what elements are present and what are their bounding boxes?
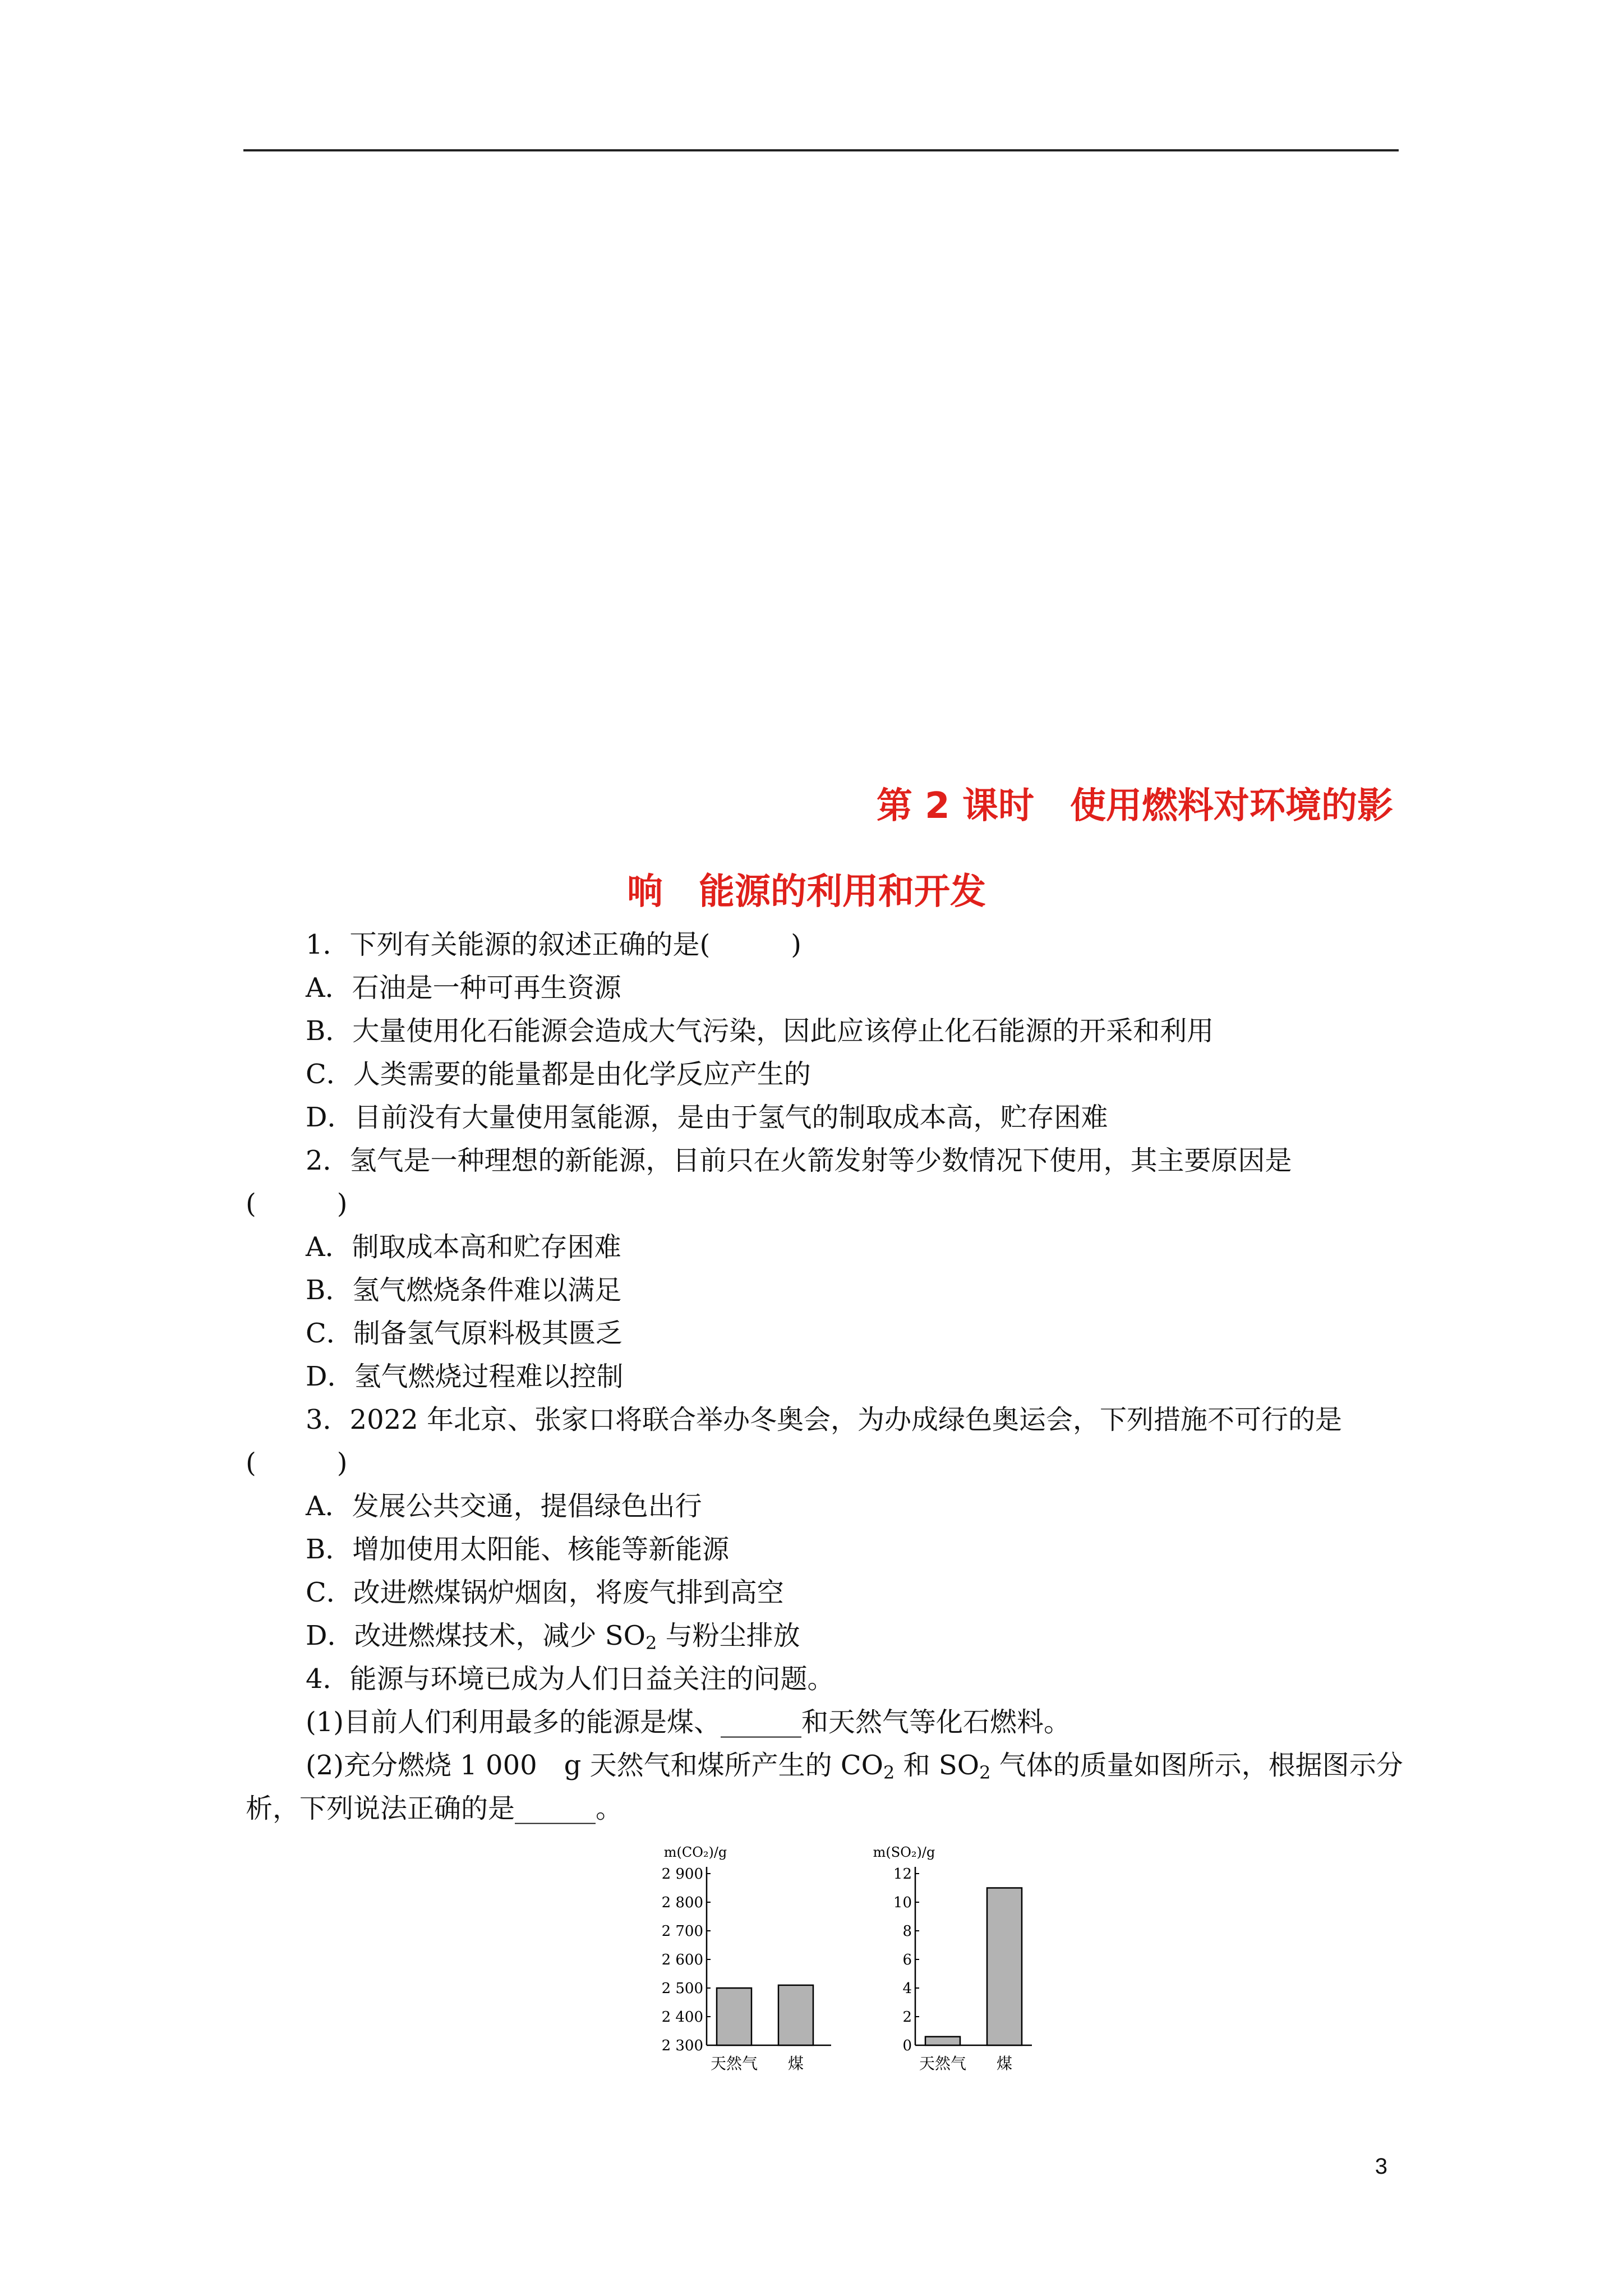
chart-1-tick-label: 8 xyxy=(902,1923,912,1940)
chart-0-bar xyxy=(717,1988,751,2045)
lesson-title-line1: 第 2 课时 使用燃料对环境的影 xyxy=(876,785,1393,827)
question-2-option-c: C．制备氢气原料极其匮乏 xyxy=(306,1318,623,1349)
chart-1-y-label: m(SO₂)/g xyxy=(873,1846,935,1860)
page-number: 3 xyxy=(1375,2154,1387,2179)
chart-1-bar xyxy=(987,1888,1022,2046)
question-3-stem-cont: ( ) xyxy=(246,1447,348,1479)
chart-0-y-label: m(CO₂)/g xyxy=(663,1846,727,1860)
chart-1-tick-label: 12 xyxy=(893,1866,912,1883)
question-3-option-a: A．发展公共交通，提倡绿色出行 xyxy=(306,1490,702,1522)
chart-1-bar xyxy=(925,2037,960,2045)
question-2-stem-cont: ( ) xyxy=(246,1188,348,1220)
question-1-option-a: A．石油是一种可再生资源 xyxy=(306,972,621,1004)
chart-0-tick-label: 2 600 xyxy=(661,1952,703,1968)
question-3-option-d: D．改进燃煤技术，减少 $SO_2$ 与粉尘排放 xyxy=(306,1620,800,1654)
chart-1-category-label: 天然气 xyxy=(919,2054,967,2073)
chart-0-category-label: 天然气 xyxy=(710,2054,758,2073)
chart-0-tick-label: 2 700 xyxy=(661,1923,703,1940)
chart-1-tick-label: 4 xyxy=(902,1980,912,1997)
question-1-option-c: C．人类需要的能量都是由化学反应产生的 xyxy=(306,1059,811,1090)
chart-0-tick-label: 2 400 xyxy=(661,2009,703,2026)
question-1-option-b: B．大量使用化石能源会造成大气污染，因此应该停止化石能源的开采和利用 xyxy=(306,1015,1214,1047)
question-3-option-b: B．增加使用太阳能、核能等新能源 xyxy=(306,1534,730,1565)
question-4-stem: 4．能源与环境已成为人们日益关注的问题。 xyxy=(306,1663,834,1695)
question-2-stem: 2．氢气是一种理想的新能源，目前只在火箭发射等少数情况下使用，其主要原因是 xyxy=(306,1145,1292,1176)
question-3-option-c: C．改进燃煤锅炉烟囱，将废气排到高空 xyxy=(306,1577,784,1608)
question-2-option-d: D．氢气燃烧过程难以控制 xyxy=(306,1361,624,1392)
chart-0-tick-label: 2 500 xyxy=(661,1980,703,1997)
chart-0-category-label: 煤 xyxy=(787,2054,804,2073)
question-1-option-d: D．目前没有大量使用氢能源，是由于氢气的制取成本高，贮存困难 xyxy=(306,1102,1108,1133)
chart-0-tick-label: 2 900 xyxy=(661,1866,703,1883)
chart-0-tick-label: 2 800 xyxy=(661,1894,703,1911)
chart-1-tick-label: 10 xyxy=(893,1894,912,1911)
chart-1-tick-label: 0 xyxy=(902,2037,912,2054)
chart-1-tick-label: 2 xyxy=(902,2009,912,2026)
chart-0-tick-label: 2 300 xyxy=(661,2037,703,2054)
chart-0-bar xyxy=(778,1985,813,2045)
emission-bar-charts xyxy=(623,1846,1049,2081)
chart-1-category-label: 煤 xyxy=(996,2054,1013,2073)
question-2-option-b: B．氢气燃烧条件难以满足 xyxy=(306,1274,622,1306)
question-4-part-1: (1)目前人们利用最多的能源是煤、______和天然气等化石燃料。 xyxy=(306,1706,1071,1738)
lesson-title-line2: 响 能源的利用和开发 xyxy=(627,871,986,913)
question-2-option-a: A．制取成本高和贮存困难 xyxy=(306,1231,621,1263)
question-3-stem: 3．2022 年北京、张家口将联合举办冬奥会，为办成绿色奥运会，下列措施不可行的是 xyxy=(306,1404,1342,1435)
header-rule xyxy=(243,149,1399,151)
chart-1-tick-label: 6 xyxy=(902,1952,912,1968)
question-4-part-2: (2)充分燃烧 1 000 g 天然气和煤所产生的 $CO_2$ 和 $SO_2$ 气体的质量如图所示，根据图示分 xyxy=(306,1750,1403,1783)
question-1-stem: 1．下列有关能源的叙述正确的是( ) xyxy=(306,929,801,960)
question-4-part-2-cont: 析，下列说法正确的是______。 xyxy=(246,1793,623,1824)
